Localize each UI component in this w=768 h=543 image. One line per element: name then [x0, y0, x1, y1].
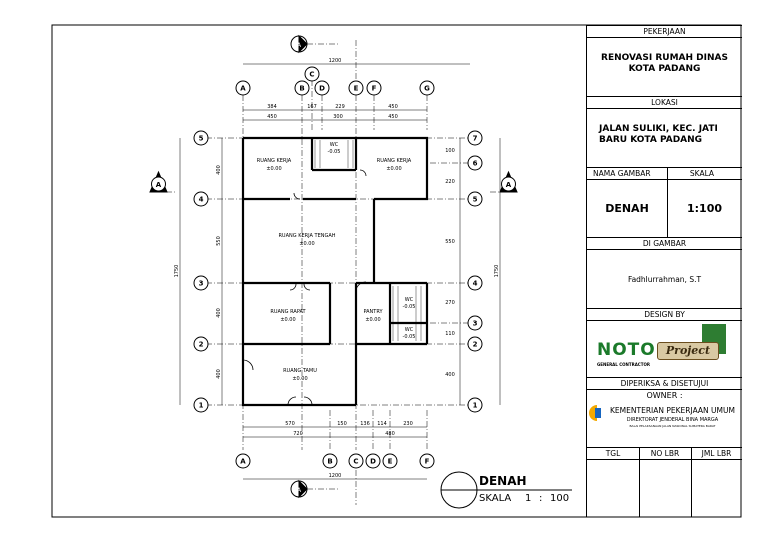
- dim-left-2: 550: [216, 236, 222, 246]
- owner-label: OWNER :: [646, 391, 683, 400]
- grid-bubble-bottom-f: F: [424, 457, 430, 466]
- grid-bubbles-bottom: [236, 454, 434, 468]
- dim-bottom-4: 114: [377, 421, 387, 427]
- owner-line1: KEMENTERIAN PEKERJAAN UMUM: [610, 406, 735, 415]
- room-name-kerja-1: RUANG KERJA: [256, 158, 292, 164]
- room-level-kerja-2: ±0.00: [386, 166, 402, 172]
- dim-right-3: 550: [445, 239, 455, 245]
- room-name-rapat: RUANG RAPAT: [270, 309, 306, 315]
- room-name-kerja-tengah: RUANG KERJA TENGAH: [278, 233, 336, 239]
- dim-top-7: 450: [388, 114, 398, 120]
- room-level-tamu: ±0.00: [292, 376, 308, 382]
- logo-sub-text: GENERAL CONTRACTOR: [597, 362, 650, 367]
- digambar-label: DI GAMBAR: [587, 237, 742, 250]
- dim-top-5: 450: [267, 114, 277, 120]
- room-name-wc-1: WC: [329, 142, 339, 148]
- room-level-wc-3: -0.05: [402, 334, 416, 340]
- dim-right-5: 110: [445, 331, 455, 337]
- grid-bubble-right-7: 7: [472, 134, 478, 143]
- pekerjaan-line2: KOTA PADANG: [628, 64, 701, 74]
- grid-bubble-right-1: 1: [472, 401, 478, 410]
- dim-top-2: 167: [307, 104, 317, 110]
- grid-bubble-left-1: 1: [198, 401, 204, 410]
- logo-noto-text: NOTO: [597, 340, 656, 360]
- pekerjaan-line1: RENOVASI RUMAH DINAS: [601, 53, 728, 63]
- grid-bubble-right-3: 3: [472, 319, 478, 328]
- grid-bubble-bottom-e: E: [387, 457, 393, 466]
- grid-bubbles-right: [468, 131, 482, 412]
- room-level-kerja-1: ±0.00: [266, 166, 282, 172]
- grid-bubble-top-d: D: [319, 84, 325, 93]
- room-name-tamu: RUANG TAMU: [283, 368, 317, 374]
- tgl-row-bottom-line: [587, 459, 742, 460]
- dim-left-total: 1750: [174, 264, 180, 278]
- grid-bubble-left-3: 3: [198, 279, 204, 288]
- dim-top-3: 229: [335, 104, 345, 110]
- dim-bottom-3: 136: [360, 421, 370, 427]
- dim-top-total: 1200: [328, 58, 342, 64]
- dim-right-4: 270: [445, 300, 455, 306]
- room-name-wc-2: WC: [404, 297, 414, 303]
- plan-title: DENAH: [479, 474, 527, 488]
- dim-right-6: 400: [445, 372, 455, 378]
- digambar-value: Fadhlurrahman, S.T: [627, 275, 702, 284]
- dim-bottom-6: 720: [293, 431, 303, 437]
- pu-logo-blue-icon: [595, 408, 601, 418]
- plan-labels: [156, 42, 569, 504]
- nolbr-label: NO LBR: [650, 449, 680, 458]
- dim-bottom-7: 480: [385, 431, 395, 437]
- room-name-wc-3: WC: [404, 327, 414, 333]
- plan-scale-label: SKALA: [479, 493, 512, 504]
- grid-bubble-bottom-c: C: [353, 457, 359, 466]
- dim-bottom-5: 230: [403, 421, 413, 427]
- lokasi-line1: JALAN SULIKI, KEC. JATI: [599, 124, 718, 134]
- skala-value: 1:100: [686, 202, 722, 215]
- room-level-wc-2: -0.05: [402, 304, 416, 310]
- grid-bubble-top-c: C: [309, 70, 315, 79]
- skala-label: SKALA: [689, 169, 715, 178]
- grid-bubble-bottom-a: A: [240, 457, 246, 466]
- dim-right-2: 220: [445, 179, 455, 185]
- room-level-kerja-tengah: ±0.00: [299, 241, 315, 247]
- section-letter-top: A: [296, 42, 302, 49]
- kementerian-pu-logo: [589, 405, 603, 421]
- title-block: [586, 25, 742, 517]
- nama-gambar-value: DENAH: [605, 202, 649, 215]
- grid-bubble-left-2: 2: [198, 340, 204, 349]
- dim-bottom-total: 1200: [328, 473, 342, 479]
- grid-bubble-bottom-b: B: [327, 457, 333, 466]
- section-letter-bottom: A: [296, 487, 302, 494]
- room-level-wc-1: -0.05: [327, 149, 341, 155]
- logo-project-text: Project: [657, 342, 719, 360]
- lokasi-line2: BARU KOTA PADANG: [599, 135, 703, 145]
- room-level-rapat: ±0.00: [280, 317, 296, 323]
- dim-left-1: 400: [216, 165, 222, 175]
- lokasi-label: LOKASI: [587, 96, 742, 109]
- grid-bubble-right-2: 2: [472, 340, 478, 349]
- plan-scale-b: 100: [550, 493, 570, 504]
- grid-bubble-right-4: 4: [472, 279, 478, 288]
- dim-right-1: 100: [445, 148, 455, 154]
- room-name-kerja-2: RUANG KERJA: [376, 158, 412, 164]
- dimension-lines: [180, 64, 500, 479]
- dim-right-total: 1750: [494, 264, 500, 278]
- grid-bubble-right-6: 6: [472, 159, 478, 168]
- noto-project-logo: [597, 322, 732, 370]
- plan-scale-a: 1: [525, 493, 532, 504]
- floor-plan: [150, 36, 572, 508]
- section-letter-left: A: [155, 181, 162, 189]
- section-letter-right: A: [505, 181, 512, 189]
- dim-bottom-1: 570: [285, 421, 295, 427]
- design-label: DESIGN BY: [587, 308, 742, 321]
- room-level-pantry: ±0.00: [365, 317, 381, 323]
- grid-bubble-left-5: 5: [198, 134, 204, 143]
- grid-bubble-bottom-d: D: [370, 457, 376, 466]
- pekerjaan-label: PEKERJAAN: [587, 25, 742, 38]
- dim-top-6: 300: [333, 114, 343, 120]
- dim-left-3: 400: [216, 308, 222, 318]
- owner-line2: DIREKTORAT JENDERAL BINA MARGA: [626, 417, 719, 423]
- diperiksa-label: DIPERIKSA & DISETUJUI: [587, 377, 742, 390]
- grid-bubble-right-5: 5: [472, 195, 478, 204]
- dim-top-1: 384: [267, 104, 277, 110]
- grid-bubble-left-4: 4: [198, 195, 204, 204]
- dim-left-4: 400: [216, 369, 222, 379]
- dim-bottom-2: 150: [337, 421, 347, 427]
- walls: [243, 138, 427, 405]
- grid-bubble-top-g: G: [424, 84, 430, 93]
- jmllbr-label: JML LBR: [701, 449, 732, 458]
- grid-bubbles-left: [194, 131, 208, 412]
- owner-line3: BALAI PELAKSANAAN JALAN NASIONAL SUMATERA BARAT: [629, 424, 716, 428]
- grid-bubble-top-a: A: [240, 84, 246, 93]
- room-name-pantry: PANTRY: [363, 309, 383, 315]
- plan-scale-sep: :: [539, 493, 543, 504]
- grid-bubble-top-e: E: [353, 84, 359, 93]
- nama-gambar-label: NAMA GAMBAR: [587, 167, 742, 180]
- dim-top-4: 450: [388, 104, 398, 110]
- grid-bubbles-top: [236, 67, 434, 95]
- tgl-label: TGL: [605, 449, 621, 458]
- grid-bubble-top-f: F: [371, 84, 377, 93]
- grid-bubble-top-b: B: [299, 84, 305, 93]
